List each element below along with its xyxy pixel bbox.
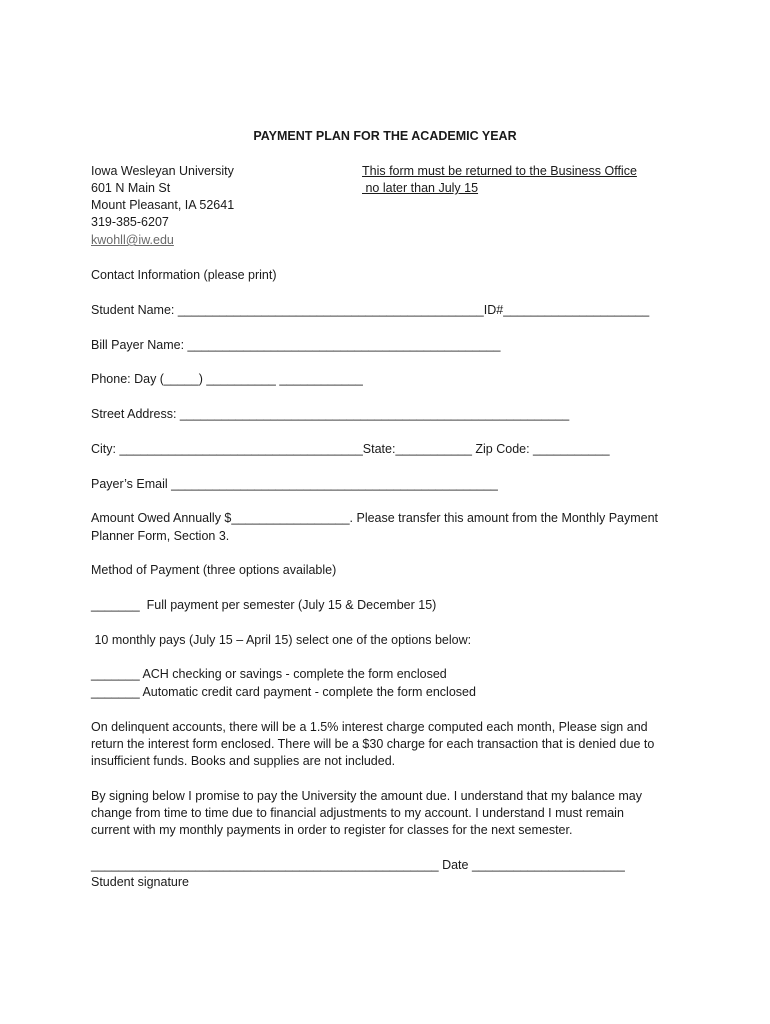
university-city: Mount Pleasant, IA 52641 bbox=[91, 198, 235, 212]
return-notice-line1: This form must be returned to the Business Office bbox=[362, 164, 637, 178]
form-title: PAYMENT PLAN FOR THE ACADEMIC YEAR bbox=[253, 129, 517, 143]
agreement-line3: current with my monthly payments in order to register for classes for the next semester. bbox=[91, 823, 573, 837]
university-phone: 319-385-6207 bbox=[91, 215, 169, 229]
option-full-payment[interactable]: _______ Full payment per semester (July 15 & December 15) bbox=[91, 598, 437, 612]
phone-field[interactable]: Phone: Day (_____) __________ ____________ bbox=[91, 372, 363, 386]
city-state-zip-field[interactable]: City: ___________________________________State:___________ Zip Code: ___________ bbox=[91, 442, 610, 456]
contact-heading: Contact Information (please print) bbox=[91, 268, 277, 282]
signature-date-field[interactable]: __________________________________________________ Date ______________________ bbox=[91, 858, 625, 872]
street-address-field[interactable]: Street Address: ________________________________________________________ bbox=[91, 407, 570, 421]
method-heading: Method of Payment (three options available) bbox=[91, 563, 337, 577]
return-notice-line2: no later than July 15 bbox=[362, 181, 479, 195]
amount-owed-line1[interactable]: Amount Owed Annually $_________________. Please transfer this amount from the Monthly Payment bbox=[91, 511, 659, 525]
amount-owed-line2: Planner Form, Section 3. bbox=[91, 529, 230, 543]
bill-payer-field[interactable]: Bill Payer Name: _____________________________________________ bbox=[91, 338, 501, 352]
signature-label: Student signature bbox=[91, 875, 189, 889]
student-name-field[interactable]: Student Name: ____________________________________________ID#_____________________ bbox=[91, 303, 650, 317]
option-ach[interactable]: _______ ACH checking or savings - complete the form enclosed bbox=[91, 667, 447, 681]
delinquent-line3: insufficient funds. Books and supplies are not included. bbox=[91, 754, 396, 768]
delinquent-line2: return the interest form enclosed. There will be a $30 charge for each transaction that is denied due to bbox=[91, 737, 655, 751]
option-credit-card[interactable]: _______ Automatic credit card payment - complete the form enclosed bbox=[91, 685, 476, 699]
university-email-link[interactable]: kwohll@iw.edu bbox=[91, 233, 174, 247]
monthly-heading: 10 monthly pays (July 15 – April 15) select one of the options below: bbox=[91, 633, 472, 647]
university-name: Iowa Wesleyan University bbox=[91, 164, 234, 178]
agreement-line1: By signing below I promise to pay the University the amount due. I understand that my balance may bbox=[91, 789, 642, 803]
delinquent-line1: On delinquent accounts, there will be a 1.5% interest charge computed each month, Please sign and bbox=[91, 720, 648, 734]
agreement-line2: change from time to time due to financial adjustments to my account. I understand I must remain bbox=[91, 806, 624, 820]
payer-email-field[interactable]: Payer’s Email _______________________________________________ bbox=[91, 477, 498, 491]
university-street: 601 N Main St bbox=[91, 181, 171, 195]
